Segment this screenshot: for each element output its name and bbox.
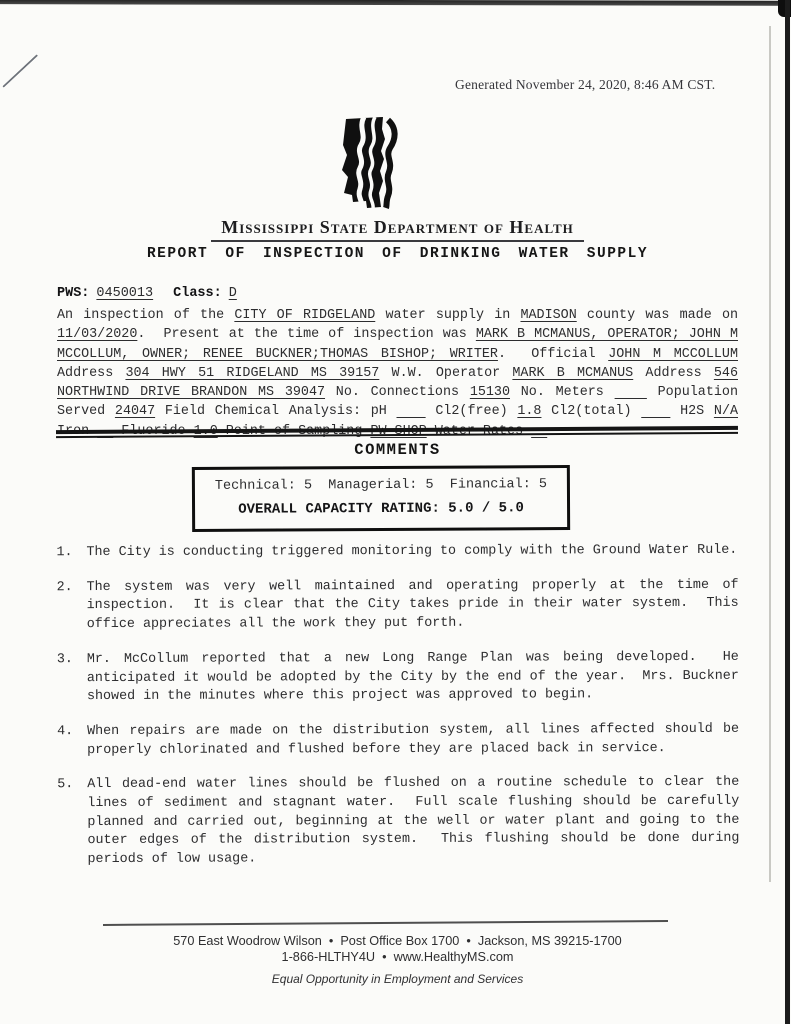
comment-item [57, 721, 739, 761]
generated-timestamp: Generated November 24, 2020, 8:46 AM CST. [455, 77, 716, 92]
agency-name: Mississippi State Department of Health [57, 217, 738, 242]
comment-number: 4. [57, 724, 74, 740]
comment-number: 3. [56, 651, 73, 668]
overall-capacity-rating: OVERALL CAPACITY RATING: 5.0 / 5.0 [238, 500, 524, 518]
comments-list [56, 542, 739, 886]
footer-contact: 1-866-HLTHY4U • www.HealthyMS.com [281, 950, 514, 964]
capacity-rating-box [192, 465, 570, 532]
footer-address: 570 East Woodrow Wilson • Post Office Box 1700 • Jackson, MS 39215-1700 [173, 934, 622, 948]
footer [57, 933, 738, 986]
comment-text: When repairs are made on the distribution system, all lines affected should be properly chlorinated and flushed before they are placed back in service. [87, 721, 740, 758]
class-label: Class: [173, 286, 222, 301]
pws-value: 0450013 [96, 286, 154, 301]
scan-right-edge-dark-line [785, 0, 790, 1024]
comment-text: The City is conducting triggered monitoring to comply with the Ground Water Rule. [86, 542, 738, 561]
pws-label: PWS: [57, 286, 90, 301]
capacity-scores: Technical: 5 Managerial: 5 Financial: 5 [214, 477, 548, 494]
pen-mark-artifact [2, 54, 38, 88]
class-value: D [228, 286, 237, 301]
comment-number: 2. [56, 579, 73, 595]
comment-item [57, 649, 739, 707]
comment-text: Mr. McCollum reported that a new Long Range Plan was being developed. He anticipated it would be adopted by the City by the end of the year. Mrs. Buckner showed in the minutes where this project was approved to begin. [86, 649, 739, 705]
comment-number: 1. [56, 545, 73, 561]
scan-top-edge-artifact [0, 0, 791, 6]
comment-number: 5. [57, 777, 74, 793]
inspection-paragraph: An inspection of the CITY OF RIDGELAND water supply in MADISON county was made on 11/03/2020. Present at the time of inspection was MARK B MCMANUS, OPERATOR; JOHN M MCCOLLUM, OWNER; RENEE BUCKNER;THOMAS BISHOP; WRITER. Official JOHN M MCCOLLUM Address 304 HWY 51 RIDGELAND MS 39157 W.W. Operator MARK B MCMANUS Address 546 NORTHWIND DRIVE BRANDON MS 39047 No. Connections 15130 No. Meters Population Served 24047 Field Chemical Analysis: pH Cl2(free) 1.8 Cl2(total) H2S N/A Iron Fluoride 1.0 Point of Sampling PW SHOP Water Rates [57, 308, 739, 439]
comment-item [57, 774, 739, 870]
comment-text: The system was very well maintained and operating properly at the time of inspection. It is clear that the City takes pride in their water system. This office appreciates all the work they put forth. [86, 577, 739, 633]
msdh-logo-icon [339, 115, 399, 217]
pws-class-line [57, 286, 237, 301]
report-title: REPORT OF INSPECTION OF DRINKING WATER SUPPLY [146, 246, 649, 262]
footer-eeo-statement: Equal Opportunity in Employment and Services [271, 972, 524, 986]
comment-text: All dead-end water lines should be flushed on a routine schedule to clear the lines of sediment and stagnant water. Full scale flushing should be carefully planned and carried out, beginning at the well or water plant and going to the outer edges of the distribution system. This flushing should be done during periods of low usage. [87, 775, 740, 868]
scan-right-edge-faint-line [769, 26, 771, 882]
comment-item [56, 542, 738, 563]
comments-heading: COMMENTS [354, 441, 441, 459]
footer-divider [103, 920, 668, 926]
comment-item [57, 577, 739, 635]
